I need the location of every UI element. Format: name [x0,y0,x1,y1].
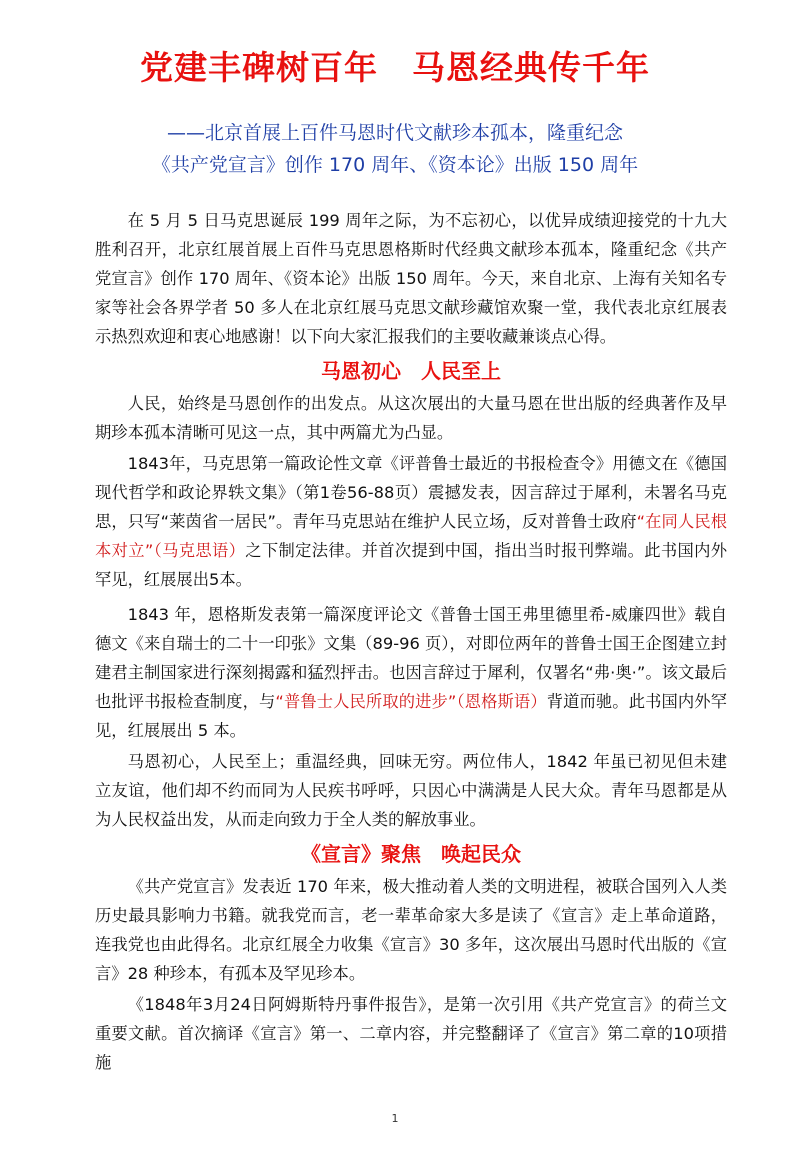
section-heading-2: 《宣言》聚焦 唤起民众 [301,842,521,866]
section1-paragraph-1: 人民，始终是马恩创作的出发点。从这次展出的大量马恩在世出版的经典著作及早期珍本孤本清晰可见这一点，其中两篇尤为凸显。 [95,394,727,442]
document-body [95,206,727,1079]
section1-p2-text-a: 1843年，马克思第一篇政论性文章《评普鲁士最近的书报检查令》用德文在《德国现代哲学和政论界轶文集》（第1卷56-88页）震撼发表，因言辞过于犀利，未署名马克思，只写“莱茵省一居民”。青年马克思站在维护人民立场，反对普鲁士政府 [95,454,727,531]
intro-paragraph: 在 5 月 5 日马克思诞辰 199 周年之际，为不忘初心，以优异成绩迎接党的十九大胜利召开，北京红展首展上百件马克思恩格斯时代经典文献珍本孤本，隆重纪念《共产党宣言》创作 170 周年、《资本论》出版 150 周年。今天，来自北京、上海有关知名专家等社会各界学者 50 多人在北京红展马克思文献珍藏馆欢聚一堂，我代表北京红展表示热烈欢迎和衷心地感谢！以下向大家汇报我们的主要收藏兼谈点心得。 [95,211,727,346]
section2-paragraph-1: 《共产党宣言》发表近 170 年来，极大推动着人类的文明进程，被联合国列入人类历史最具影响力书籍。就我党而言，老一辈革命家大多是读了《宣言》走上革命道路，连我党也由此得名。北京红展全力收集《宣言》30 多年，这次展出马恩时代出版的《宣言》28 种珍本，有孤本及罕见珍本。 [95,877,727,983]
page-number: 1 [391,1112,399,1125]
section-heading-1: 马恩初心 人民至上 [321,359,501,383]
section1-p3-text-b: 背道而驰。此书国内外罕见，红展展出 5 本。 [95,692,727,740]
section2-paragraph-2: 《1848年3月24日阿姆斯特丹事件报告》，是第一次引用《共产党宣言》的荷兰文重要文献。首次摘译《宣言》第一、二章内容，并完整翻译了《宣言》第二章的10项措施 [95,995,727,1072]
engels-quote: “普鲁士人民所取的进步”（恩格斯语） [275,692,547,711]
section1-p2-text-b: 之下制定法律。并首次提到中国，指出当时报刊弊端。此书国内外罕见，红展展出5本。 [95,541,727,589]
subtitle-line-2: 《共产党宣言》创作 170 周年、《资本论》出版 150 周年 [151,154,639,176]
subtitle-line-1: ——北京首展上百件马恩时代文献珍本孤本，隆重纪念 [166,122,623,144]
section1-p3-text-a: 1843 年，恩格斯发表第一篇深度评论文《普鲁士国王弗里德里希-威廉四世》载自德文《来自瑞士的二十一印张》文集（89-96 页），对即位两年的普鲁士国王企图建立封建君主制国家进行深刻揭露和猛烈抨击。也因言辞过于犀利，仅署名“弗·奥·”。该文最后也批评书报检查制度，与 [95,605,727,711]
marx-quote: “在同人民根本对立”（马克思语） [95,512,728,560]
section1-paragraph-2 [95,449,727,594]
section1-paragraph-4: 马恩初心，人民至上；重温经典，回味无穷。两位伟人，1842 年虽已初见但未建立友谊，他们却不约而同为人民疾书呼呼，只因心中满满是人民大众。青年马恩都是从为人民权益出发，从而走向致力于全人类的解放事业。 [95,752,727,829]
document-title: 党建丰碑树百年 马恩经典传千年 [140,48,650,87]
section1-paragraph-3 [95,600,727,745]
